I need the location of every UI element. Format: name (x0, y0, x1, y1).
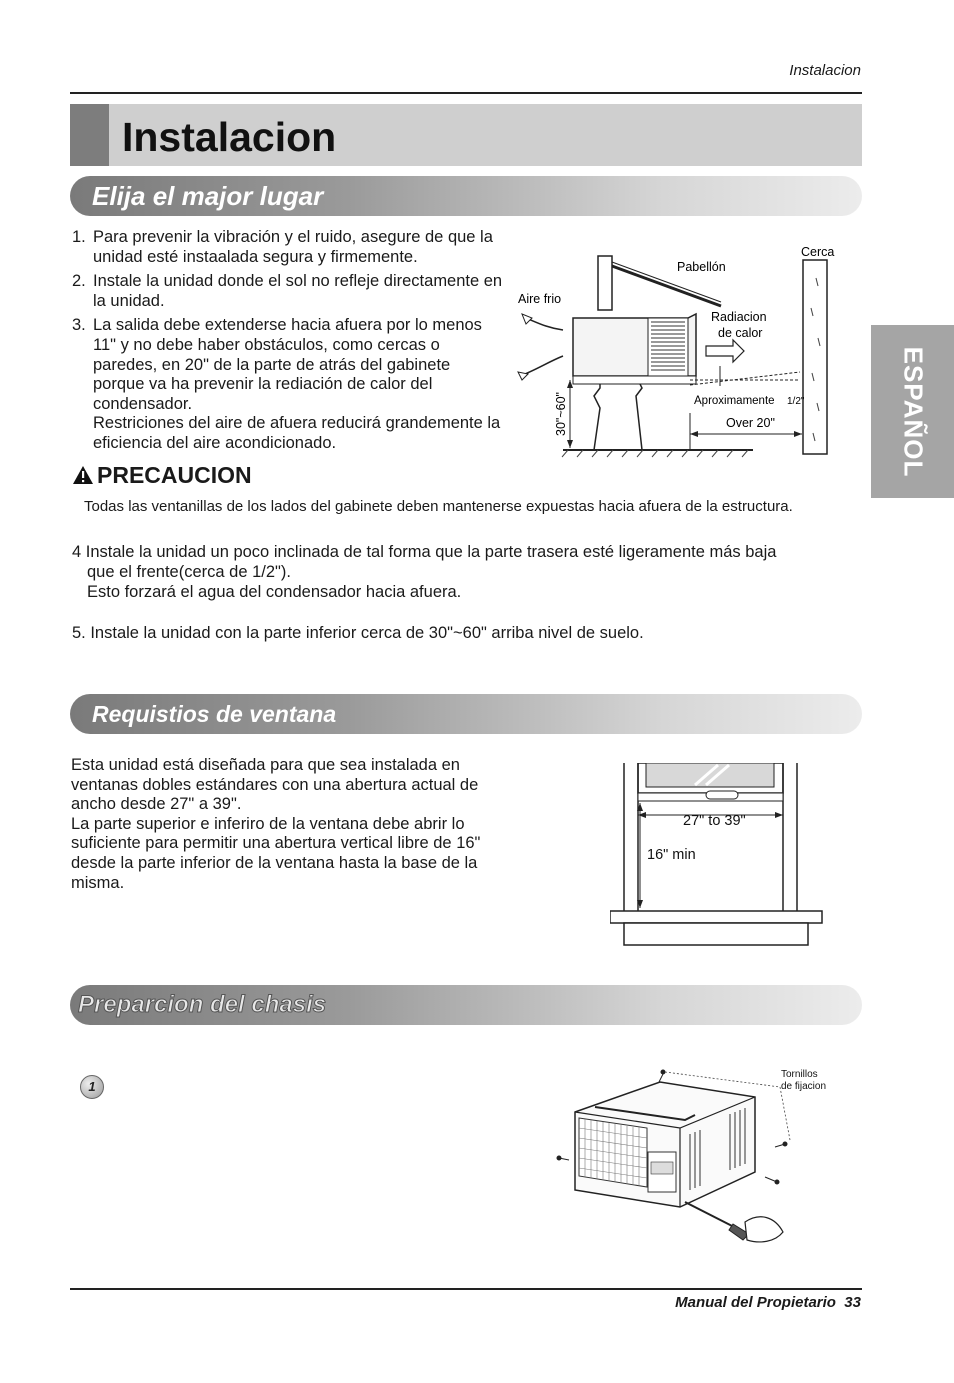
figure-label-height-range: 30"~60" (554, 392, 568, 436)
title-bar-accent (70, 104, 109, 166)
figure-label-half-inch: 1/2" (787, 396, 805, 407)
item-4-line-1: 4 Instale la unidad un poco inclinada de tal forma que la parte trasera esté ligeramente más baja (72, 543, 777, 561)
caution-title: PRECAUCION (97, 462, 252, 488)
top-rule (70, 92, 862, 94)
location-list (72, 228, 504, 459)
figure-label-over-20: Over 20" (726, 416, 775, 430)
figure-label-heat-radiation: Radiacion (711, 310, 767, 324)
language-tab-label: ESPAÑOL (898, 346, 928, 477)
section-heading-window-text: Requistios de ventana (92, 701, 337, 727)
figure-label-approx: Aproximamente (694, 395, 775, 407)
screws-label-line-2: de fijacion (781, 1081, 827, 1092)
caution-heading (72, 462, 252, 489)
item-5: 5. Instale la unidad con la parte inferior cerca de 30"~60" arriba nivel de suelo. (72, 624, 644, 642)
item-4-line-3: Esto forzará el agua del condensador hacia afuera. (87, 583, 462, 601)
window-height-label: 16" min (647, 847, 696, 863)
list-item: 3. La salida debe extenderse hacia afuera por lo menos 11" y no debe haber obstáculos, como cercas o paredes, en 20" de la parte de atrás del gabinete porque va ha prevenir la rediación de calor del condensador. (72, 316, 482, 413)
list-item: Restriciones del aire de afuera reducirá grandemente la eficiencia del aire acondicionado. (93, 414, 501, 452)
bottom-rule (70, 1288, 862, 1290)
installation-clearance-figure (508, 238, 858, 463)
figure-label-fence: Cerca (801, 245, 835, 259)
step-badge: 1 (80, 1075, 104, 1099)
section-heading-chassis-text: Preparcion del chasis (78, 991, 327, 1018)
section-heading-location-text: Elija el major lugar (92, 181, 324, 211)
chassis-screws-figure (555, 1062, 845, 1247)
language-tab (871, 325, 954, 498)
page-title: Instalacion (122, 114, 337, 160)
caution-text: Todas las ventanillas de los lados del gabinete deben mantenerse expuestas hacia afuera de la estructura. (84, 498, 793, 515)
item-4-line-2: que el frente(cerca de 1/2"). (87, 563, 291, 581)
section-heading-location (70, 176, 862, 216)
list-item: 2. Instale la unidad donde el sol no refleje directamente en la unidad. (72, 272, 503, 310)
window-requirements-text: Esta unidad está diseñada para que sea instalada en ventanas dobles estándares con una abertura actual de ancho desde 27" a 39". La parte superior e inferiro de la ventana debe abrir lo suficiente para permitir una abertura vertical libre de 16" desde la parte inferior de la ventana hasta la base de la misma. (71, 756, 481, 892)
window-width-label: 27" to 39" (683, 813, 746, 829)
window-opening-figure (610, 763, 825, 948)
list-item: 1. Para prevenir la vibración y el ruido, asegure de que la unidad esté instaalada segura y firmemente. (72, 228, 493, 266)
figure-label-awning: Pabellón (677, 260, 726, 274)
section-heading-chassis (70, 985, 862, 1025)
figure-label-heat: de calor (718, 326, 763, 340)
header-section-label: Instalacion (789, 62, 861, 79)
figure-label-cold-air: Aire frio (518, 292, 562, 306)
footer-page-label: Manual del Propietario 33 (675, 1294, 861, 1311)
warning-icon (72, 465, 94, 485)
screws-label-line-1: Tornillos (781, 1069, 818, 1080)
section-heading-window (70, 694, 862, 734)
